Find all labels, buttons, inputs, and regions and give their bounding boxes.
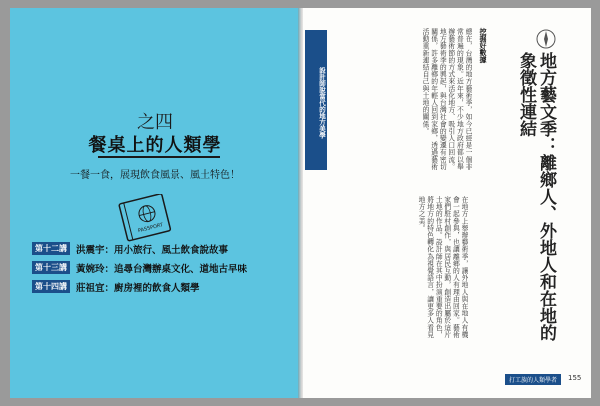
lecture-title: 洪震宇：用小旅行、風土飲食說故事 — [76, 244, 229, 256]
chapter-title: 餐桌上的人類學 — [88, 135, 222, 156]
chapter-number: 之四 — [137, 112, 173, 133]
left-page — [10, 8, 300, 398]
article-headline: 地方藝文季：離鄉人、外地人和在地的象徵性連結 — [516, 52, 556, 341]
page-number: 155 — [568, 374, 582, 382]
body-text-top: 總在，台灣的地方藝術季，如今已經是一個非常普遍的現象。近年來，不少地方政府都以舉辦藝術節的方式來活化地方、吸引人口回流。地方藝術季的興起，與台灣社會的變遷有密切關係，許多離鄉的年輕人回到家鄉，透過藝術活動重新連結自己與土地的關係。 — [421, 28, 472, 170]
passport-icon — [115, 194, 177, 242]
list-item — [32, 240, 247, 257]
list-item — [32, 278, 247, 295]
lecture-title: 莊祖宜：廚房裡的飲食人類學 — [76, 282, 200, 294]
lecture-tag: 第十二講 — [32, 242, 70, 255]
footer-label: 打工族的人類學者 — [505, 374, 561, 385]
chapter-subtitle: 一餐一食，展現飲食風景、風土特色！ — [70, 170, 240, 181]
passport-label: PASSPORT — [137, 222, 164, 235]
sidebar-box: 設計師說當代的地方美學 — [305, 30, 327, 170]
lecture-list — [32, 240, 247, 297]
lecture-tag: 第十四講 — [32, 280, 70, 293]
compass-icon — [531, 26, 561, 52]
list-item — [32, 259, 247, 276]
section-subhead: 挖掘好數據 — [479, 28, 487, 63]
lecture-tag: 第十三講 — [32, 261, 70, 274]
lecture-title: 黃婉玲：追尋台灣辦桌文化、道地古早味 — [76, 263, 248, 275]
title-rule — [98, 156, 220, 158]
body-text-bottom: 在地方上舉辦藝術季，讓外地人與在地人有機會一起參與，也讓離鄉的人有理由回家。藝術家們駐村創作，與居民互動，創造出屬於這片土地的作品。設計師在其中扮演重要的角色，將地方的特色轉化為視覺語言，讓更多人看見地方之美。 — [417, 196, 468, 338]
